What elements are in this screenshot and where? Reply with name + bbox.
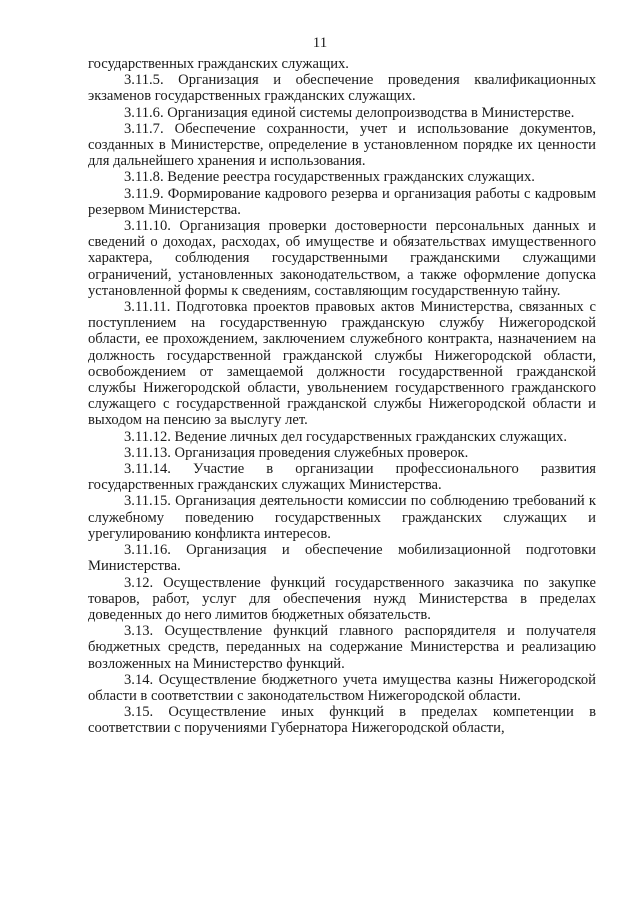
paragraph: 3.11.7. Обеспечение сохранности, учет и использование документов, созданных в Министерстве, определение в установленном порядке их ценности для дальнейшего хранения и использования. — [88, 120, 596, 170]
document-body — [88, 56, 596, 737]
page-number: 11 — [312, 35, 328, 51]
paragraph: государственных гражданских служащих. — [88, 56, 349, 72]
paragraph: 3.15. Осуществление иных функций в пределах компетенции в соответствии с поручениями Губернатора Нижегородской области, — [88, 704, 596, 737]
paragraph: 3.11.6. Организация единой системы делопроизводства в Министерстве. — [124, 104, 575, 121]
paragraph: 3.14. Осуществление бюджетного учета имущества казны Нижегородской области в соответствии с законодательством Нижегородской области. — [88, 671, 596, 704]
paragraph: 3.11.16. Организация и обеспечение мобилизационной подготовки Министерства. — [88, 542, 596, 575]
paragraph: 3.11.8. Ведение реестра государственных гражданских служащих. — [124, 169, 535, 186]
paragraph: 3.11.11. Подготовка проектов правовых актов Министерства, связанных с поступлением на государственную гражданскую службу Нижегородской области, ее прохождением, заключением служебного контракта, назначением на должность государственной гражданской службы Нижегородской области, освобождением от замещаемой должности государственной гражданской службы Нижегородской области, увольнением государственного гражданского служащего с государственной гражданской службы Нижегородской области и выходом на пенсию за выслугу лет. — [88, 299, 596, 429]
paragraph: 3.11.13. Организация проведения служебных проверок. — [124, 444, 469, 461]
paragraph: 3.11.10. Организация проверки достоверности персональных данных и сведений о доходах, расходах, об имуществе и обязательствах имущественного характера, соблюдения государственными гражданскими служащими ограничений, установленных законодательством, а также оформление допуска установленной формы к сведениям, составляющим государственную тайну. — [88, 218, 596, 299]
paragraph: 3.11.14. Участие в организации профессионального развития государственных гражданских служащих Министерства. — [88, 461, 596, 494]
paragraph: 3.11.15. Организация деятельности комиссии по соблюдению требований к служебному поведению государственных гражданских служащих и урегулированию конфликта интересов. — [88, 493, 596, 542]
paragraph: 3.11.12. Ведение личных дел государственных гражданских служащих. — [124, 428, 567, 445]
paragraph: 3.12. Осуществление функций государственного заказчика по закупке товаров, работ, услуг для обеспечения нужд Министерства в пределах доведенных до него лимитов бюджетных обязательств. — [88, 574, 596, 623]
paragraph: 3.13. Осуществление функций главного распорядителя и получателя бюджетных средств, переданных на содержание Министерства и реализацию возложенных на Министерство функций. — [88, 623, 596, 672]
paragraph: 3.11.5. Организация и обеспечение проведения квалификационных экзаменов государственных гражданских служащих. — [88, 72, 596, 105]
paragraph: 3.11.9. Формирование кадрового резерва и организация работы с кадровым резервом Министерства. — [88, 185, 596, 218]
